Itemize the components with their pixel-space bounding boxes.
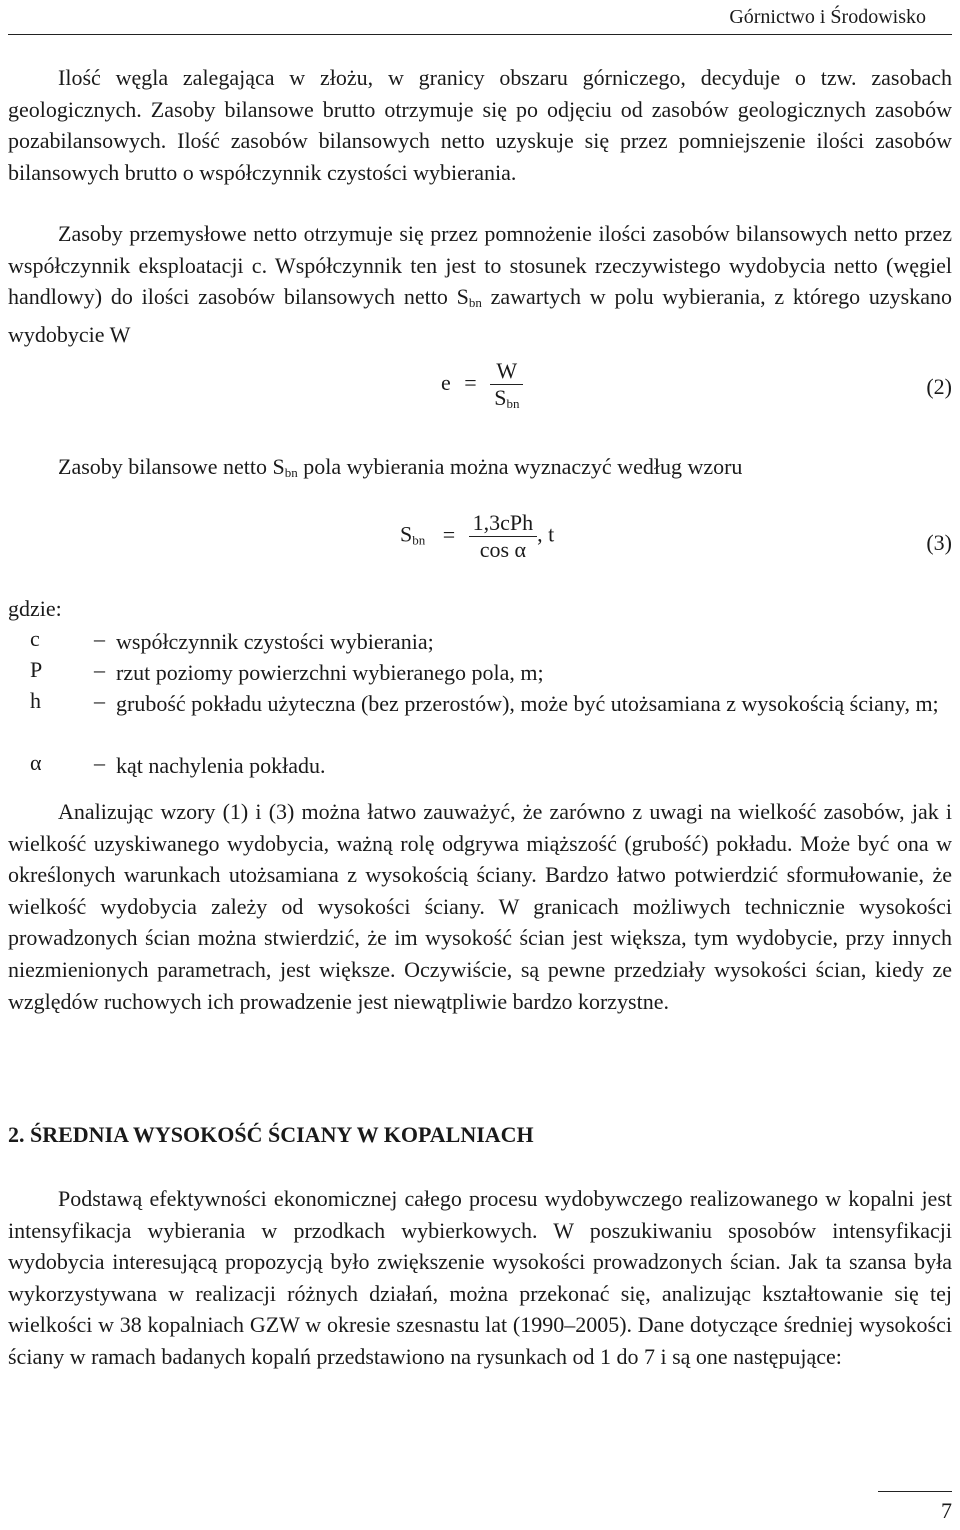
equation-3 xyxy=(400,510,554,563)
eq3-fraction xyxy=(469,510,538,563)
equation-3-number: (3) xyxy=(926,530,952,555)
line-net-reserves xyxy=(58,454,742,481)
header-rule xyxy=(8,34,952,35)
eq3-numerator: 1,3cPh xyxy=(469,510,538,537)
page-number: 7 xyxy=(941,1498,952,1523)
equation-2 xyxy=(441,358,523,412)
footer-rule xyxy=(878,1491,952,1492)
definition-dash: – xyxy=(94,626,105,651)
eq2-equals: = xyxy=(464,370,477,396)
line-net-reserves-sub: bn xyxy=(284,465,298,480)
definition-symbol: P xyxy=(30,657,43,682)
eq3-equals: = xyxy=(442,521,456,547)
eq3-lhs: S xyxy=(400,521,413,547)
paragraph-geological-resources: Ilość węgla zalegająca w złożu, w granicy obszaru górniczego, decyduje o tzw. zasobach geologicznych. Zasoby bilansowe brutto otrzymuje się po odjęciu od zasobów geologicznych zasobów pozabilansowych. Ilość zasobów bilansowych netto uzyskuje się przez pomniejszenie ilości zasobów bilansowych brutto o współczynnik czystości wybierania. xyxy=(8,65,952,185)
section-heading: 2. ŚREDNIA WYSOKOŚĆ ŚCIANY W KOPALNIACH xyxy=(8,1122,534,1147)
eq2-lhs: e xyxy=(441,370,451,396)
para2-text-a: Zasoby przemysłowe netto otrzymuje się przez pomnożenie ilości zasobów bilansowych netto przez współczynnik eksploatacji c. Współczynnik ten jest to stosunek rzeczywistego wydobycia netto (węgiel handlowy) do ilości zasobów bilansowych netto S xyxy=(8,221,952,310)
eq2-den-sub: bn xyxy=(506,396,520,411)
para2-text-b: zawartych w polu wybierania, z którego uzyskano wydobycie W xyxy=(8,284,952,347)
eq3-tail: , t xyxy=(537,521,555,547)
definition-text: rzut poziomy powierzchni wybieranego pola, m; xyxy=(116,660,544,685)
line-net-reserves-b: pola wybierania można wyznaczyć według wzoru xyxy=(303,454,743,479)
eq2-numerator: W xyxy=(490,358,523,385)
running-header: Górnictwo i Środowisko xyxy=(729,6,926,28)
definition-text: kąt nachylenia pokładu. xyxy=(116,753,326,778)
eq2-fraction xyxy=(490,358,523,412)
equation-2-number: (2) xyxy=(926,374,952,399)
definition-dash: – xyxy=(94,688,105,713)
line-net-reserves-a: Zasoby bilansowe netto xyxy=(58,454,273,479)
definition-dash: – xyxy=(94,657,105,682)
eq2-den-main: S xyxy=(494,385,507,410)
paragraph-analysis: Analizując wzory (1) i (3) można łatwo zauważyć, że zarówno z uwagi na wielkość zasobów, jak i wielkość uzyskiwanego wydobycia, ważną rolę odgrywa miąższość (grubość) pokładu. Może być ona w określonych warunkach utożsamiana z wysokością ściany. Bardzo łatwo potwierdzić sformułowanie, że wielkość wydobycia zależy od wysokości ściany. W granicach możliwych technicznie wysokości prowadzonych ścian można stwierdzić, że im wysokość ścian jest większa, tym wydobycie, przy innych niezmienionych parametrach, jest większe. Oczywiście, są pewne przedziały wysokości ścian, kiedy ze względów ruchowych ich prowadzenie jest niewątpliwie bardzo korzystne. xyxy=(8,799,952,1014)
para2-subscript: bn xyxy=(468,295,482,311)
definition-symbol: h xyxy=(30,688,41,713)
definition-text: grubość pokładu użyteczna (bez przerostów), może być utożsamiana z wysokością ściany, m; xyxy=(116,691,939,716)
definition-symbol: α xyxy=(30,750,42,775)
eq3-denominator: cos α xyxy=(479,537,527,562)
line-net-reserves-symbol: S xyxy=(272,454,285,479)
paragraph-industrial-resources xyxy=(8,218,952,350)
definitions-intro: gdzie: xyxy=(8,596,62,621)
eq3-lhs-sub: bn xyxy=(412,532,426,548)
definition-symbol: c xyxy=(30,626,40,651)
definition-dash: – xyxy=(94,750,105,775)
eq2-denominator xyxy=(490,385,523,412)
paragraph-intensification: Podstawą efektywności ekonomicznej całego procesu wydobywczego realizowanego w kopalni jest intensyfikacja wybierania w przodkach wybierkowych. W poszukiwaniu sposobów intensyfikacji wydobycia interesującą propozycją było zwiększenie wysokości prowadzonych ścian. Jak ta szansa była wykorzystywana w realizacji różnych działań, można przekonać się, analizując kształtowanie się tej wielkości w 38 kopalniach GZW w okresie szesnastu lat (1990–2005). Dane dotyczące średniej wysokości ściany w ramach badanych kopalń przedstawiono na rysunkach od 1 do 7 i są one następujące: xyxy=(8,1186,952,1369)
definition-text: współczynnik czystości wybierania; xyxy=(116,629,434,654)
